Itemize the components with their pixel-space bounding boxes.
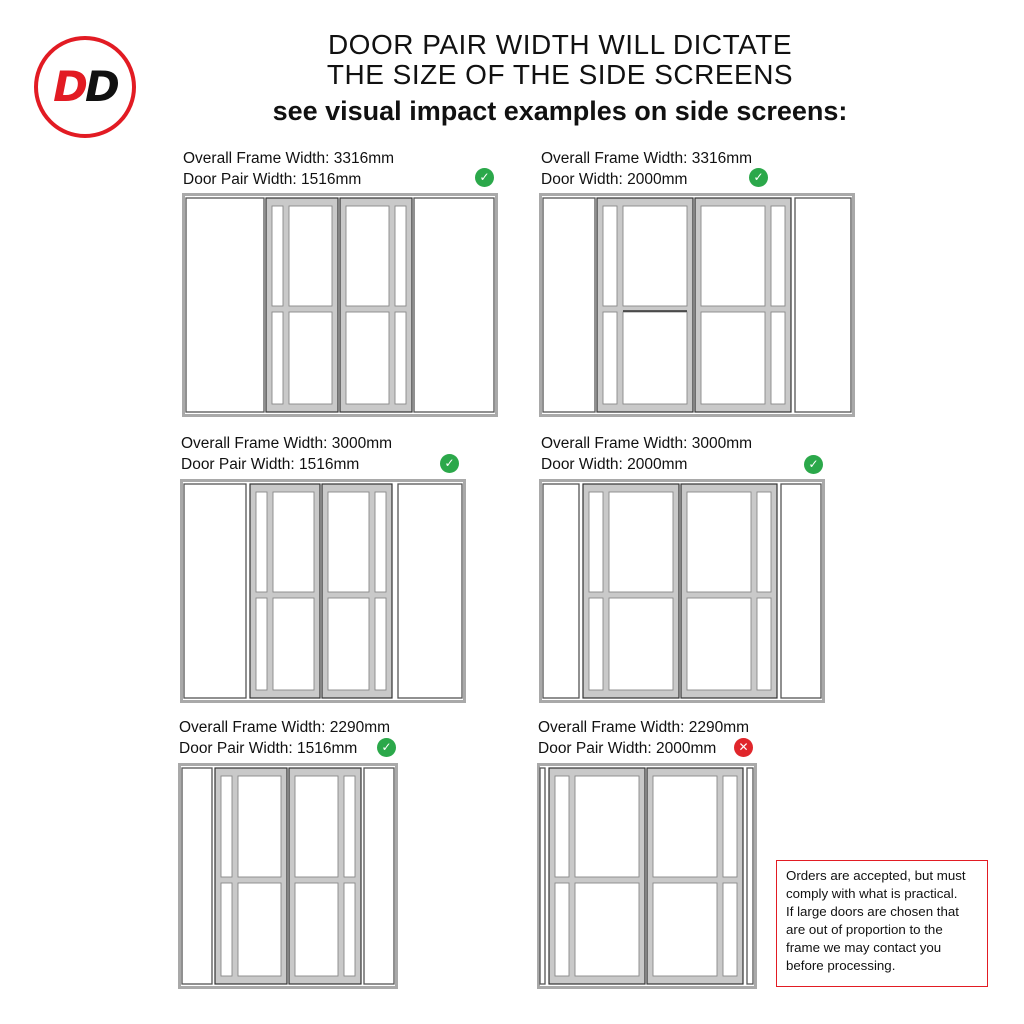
- door-width-label: Door Pair Width: 1516mm: [181, 456, 360, 473]
- glass-pane-wide: [609, 598, 673, 690]
- example-1-diagram: [182, 193, 498, 417]
- glass-pane-wide: [701, 206, 765, 306]
- glass-pane-narrow: [256, 492, 267, 592]
- glass-pane-narrow: [375, 598, 386, 690]
- glass-pane-narrow: [757, 492, 771, 592]
- title-line-1: DOOR PAIR WIDTH WILL DICTATE: [327, 29, 793, 60]
- dd-logo: [34, 36, 136, 138]
- side-screen: [186, 198, 264, 412]
- title-line-2: THE SIZE OF THE SIDE SCREENS: [326, 59, 794, 90]
- frame-diagram-svg: [178, 763, 398, 989]
- glass-pane-narrow: [272, 312, 283, 404]
- glass-pane-wide: [687, 598, 751, 690]
- door-width-label: Door Width: 2000mm: [541, 171, 688, 188]
- cross-icon: ✕: [734, 738, 753, 757]
- frame-diagram-svg: [182, 193, 498, 417]
- frame-width-label: Overall Frame Width: 3316mm: [183, 150, 395, 167]
- glass-pane-narrow: [555, 883, 569, 976]
- glass-pane-narrow: [256, 598, 267, 690]
- note-line: comply with what is practical.: [786, 886, 958, 901]
- glass-pane-narrow: [589, 492, 603, 592]
- glass-pane-wide: [238, 883, 281, 976]
- door-width-label: Door Width: 2000mm: [541, 456, 688, 473]
- check-icon: ✓: [749, 168, 768, 187]
- glass-pane-wide: [653, 883, 717, 976]
- side-screen: [540, 768, 545, 984]
- side-screen: [398, 484, 462, 698]
- glass-pane-narrow: [603, 206, 617, 306]
- door-width-label: Door Pair Width: 1516mm: [183, 171, 362, 188]
- glass-pane-wide: [289, 206, 332, 306]
- check-icon: ✓: [377, 738, 396, 757]
- glass-pane-wide: [295, 776, 338, 877]
- note-line: are out of proportion to the: [786, 922, 943, 937]
- glass-pane-wide: [273, 598, 314, 690]
- glass-pane-wide: [238, 776, 281, 877]
- note-line: Orders are accepted, but must: [786, 868, 966, 883]
- glass-pane-narrow: [344, 883, 355, 976]
- glass-pane-narrow: [375, 492, 386, 592]
- glass-pane-wide: [346, 312, 389, 404]
- logo-letter-1: D: [53, 62, 85, 111]
- glass-pane-wide: [273, 492, 314, 592]
- example-5-diagram: [178, 763, 398, 989]
- glass-pane-wide: [328, 598, 369, 690]
- side-screen: [781, 484, 821, 698]
- logo-letter-2: D: [85, 62, 117, 111]
- note-line: before processing.: [786, 958, 896, 973]
- glass-pane-wide: [623, 206, 687, 306]
- example-6-diagram: [537, 763, 757, 989]
- glass-pane-wide: [653, 776, 717, 877]
- glass-pane-wide: [701, 312, 765, 404]
- frame-width-label: Overall Frame Width: 3000mm: [541, 435, 753, 452]
- example-4-diagram: [539, 479, 825, 703]
- side-screen: [364, 768, 394, 984]
- glass-pane-narrow: [221, 776, 232, 877]
- door-width-label: Door Pair Width: 1516mm: [179, 740, 358, 757]
- glass-pane-wide: [623, 312, 687, 404]
- example-3-diagram: [180, 479, 466, 703]
- example-5-caption: [179, 717, 390, 759]
- glass-pane-narrow: [395, 206, 406, 306]
- frame-diagram-svg: [539, 193, 855, 417]
- check-icon: ✓: [475, 168, 494, 187]
- example-2-diagram: [539, 193, 855, 417]
- glass-pane-wide: [687, 492, 751, 592]
- side-screen: [543, 198, 595, 412]
- glass-pane-narrow: [723, 776, 737, 877]
- side-screen: [182, 768, 212, 984]
- frame-width-label: Overall Frame Width: 2290mm: [538, 719, 750, 736]
- side-screen: [414, 198, 494, 412]
- glass-pane-narrow: [272, 206, 283, 306]
- order-note: [776, 860, 988, 987]
- page-subtitle: see visual impact examples on side screens:: [272, 96, 848, 126]
- example-6-caption: [538, 717, 749, 759]
- check-icon: ✓: [440, 454, 459, 473]
- example-4-caption: [541, 433, 752, 475]
- glass-pane-wide: [575, 883, 639, 976]
- glass-pane-narrow: [771, 312, 785, 404]
- glass-pane-narrow: [771, 206, 785, 306]
- glass-pane-wide: [295, 883, 338, 976]
- example-1-caption: [183, 148, 394, 190]
- page-title: [150, 30, 970, 90]
- glass-pane-narrow: [555, 776, 569, 877]
- glass-pane-narrow: [603, 312, 617, 404]
- side-screen: [795, 198, 851, 412]
- note-line: If large doors are chosen that: [786, 904, 959, 919]
- glass-pane-narrow: [589, 598, 603, 690]
- frame-width-label: Overall Frame Width: 2290mm: [179, 719, 391, 736]
- frame-width-label: Overall Frame Width: 3316mm: [541, 150, 753, 167]
- frame-diagram-svg: [537, 763, 757, 989]
- side-screen: [184, 484, 246, 698]
- note-line: frame we may contact you: [786, 940, 942, 955]
- glass-pane-narrow: [757, 598, 771, 690]
- side-screen: [543, 484, 579, 698]
- side-screen: [747, 768, 753, 984]
- glass-pane-wide: [575, 776, 639, 877]
- glass-pane-wide: [328, 492, 369, 592]
- glass-pane-wide: [609, 492, 673, 592]
- frame-width-label: Overall Frame Width: 3000mm: [181, 435, 393, 452]
- glass-pane-narrow: [395, 312, 406, 404]
- example-3-caption: [181, 433, 392, 475]
- glass-pane-narrow: [723, 883, 737, 976]
- check-icon: ✓: [804, 455, 823, 474]
- glass-pane-wide: [289, 312, 332, 404]
- glass-pane-narrow: [221, 883, 232, 976]
- glass-pane-wide: [346, 206, 389, 306]
- frame-diagram-svg: [539, 479, 825, 703]
- frame-diagram-svg: [180, 479, 466, 703]
- example-2-caption: [541, 148, 752, 190]
- glass-pane-narrow: [344, 776, 355, 877]
- door-width-label: Door Pair Width: 2000mm: [538, 740, 717, 757]
- logo-letters: [53, 62, 117, 111]
